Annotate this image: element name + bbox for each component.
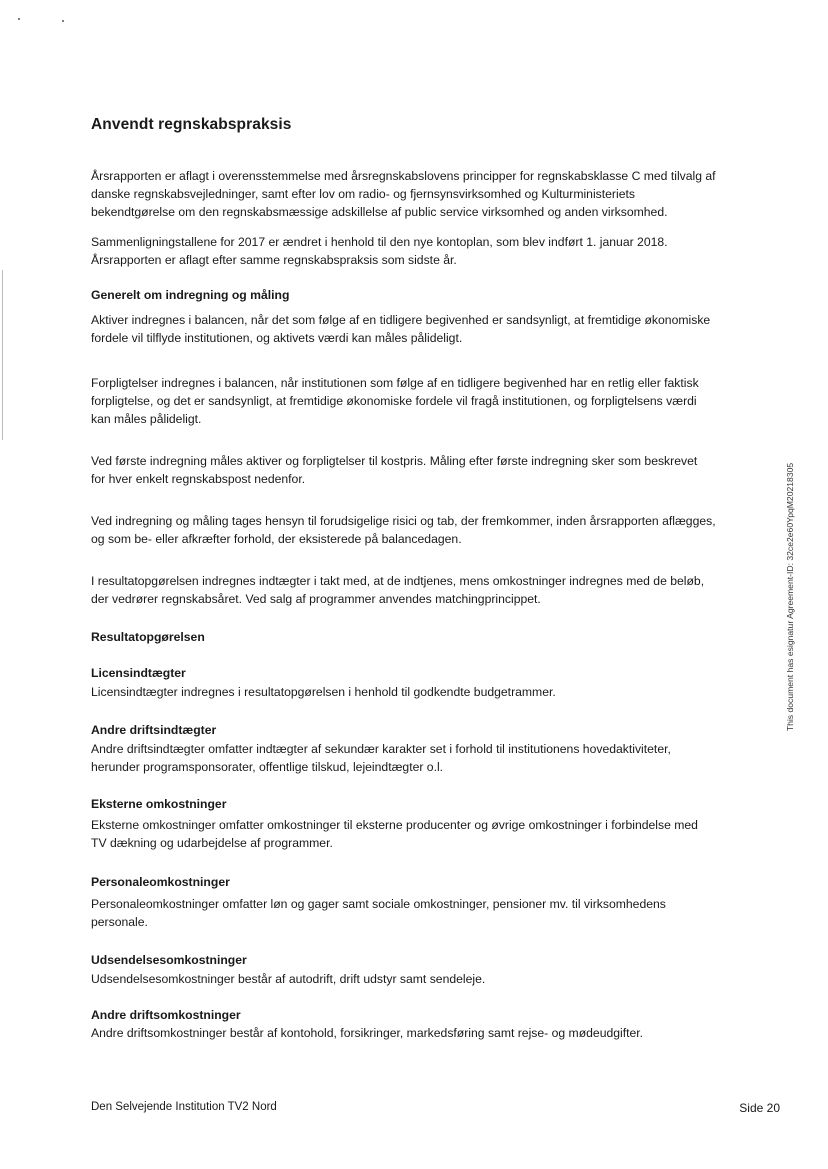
income-statement-paragraph: I resultatopgørelsen indregnes indtægter i takt med, at de indtjenes, mens omkostninger indregnes med de beløb, der vedrører regnskabsåret. Ved salg af programmer anvendes matchingprincippet.	[91, 574, 705, 606]
personale-paragraph: Personaleomkostninger omfatter løn og gager samt sociale omkostninger, pensioner mv. til virksomhedens personale.	[91, 897, 666, 929]
subheading-eksterne: Eksterne omkostninger	[91, 797, 227, 811]
scan-speck	[62, 20, 64, 22]
esignatur-stamp	[784, 442, 796, 752]
comparison-paragraph: Sammenligningstallene for 2017 er ændret i henhold til den nye kontoplan, som blev indført 1. januar 2018. Årsrapporten er aflagt efter samme regnskabspraksis som sidste år.	[91, 235, 668, 267]
andre-driftsindtaegter-paragraph: Andre driftsindtægter omfatter indtægter af sekundær karakter set i forhold til institutionens hovedaktiviteter, herunder programsponsorater, offentlige tilskud, lejeindtægter o.l.	[91, 742, 671, 774]
andre-driftsomkostninger-paragraph: Andre driftsomkostninger består af kontohold, forsikringer, markedsføring samt rejse- og mødeudgifter.	[91, 1026, 644, 1040]
footer-organization: Den Selvejende Institution TV2 Nord	[91, 1101, 277, 1113]
subheading-udsendelse: Udsendelsesomkostninger	[91, 953, 247, 967]
initial-recognition-paragraph: Ved første indregning måles aktiver og forpligtelser til kostpris. Måling efter første indregning sker som beskrevet for hver enkelt regnskabspost nedenfor.	[91, 454, 698, 486]
intro-paragraph: Årsrapporten er aflagt i overensstemmelse med årsregnskabslovens principper for regnskabsklasse C med tilvalg af danske regnskabsvejledninger, samt efter lov om radio- og fjernsynsvirksomhed og Kulturministeriets bekendtgørelse om den regnskabsmæssige adskillelse af public service virksomhed og anden virksomhed.	[91, 169, 716, 219]
subheading-andre-driftsindtaegter: Andre driftsindtægter	[91, 723, 217, 737]
page-number: Side 20	[739, 1101, 780, 1115]
esignatur-stamp-text: This document has esignatur Agreement-ID: 32ce2e60YpqM20218305	[785, 462, 795, 732]
subheading-andre-driftsomkostninger: Andre driftsomkostninger	[91, 1008, 241, 1022]
liabilities-paragraph: Forpligtelser indregnes i balancen, når institutionen som følge af en tidligere begivenhed har en retlig eller faktisk forpligtelse, og det er sandsynligt, at fremtidige økonomiske fordele vil fragå institutionen, og forpligtelsens værdi kan måles pålideligt.	[91, 376, 699, 426]
subheading-licens: Licensindtægter	[91, 666, 186, 680]
udsendelse-paragraph: Udsendelsesomkostninger består af autodrift, drift udstyr samt sendeleje.	[91, 972, 486, 986]
section-heading-result: Resultatopgørelsen	[91, 630, 205, 644]
page-title: Anvendt regnskabspraksis	[91, 116, 292, 133]
subheading-personale: Personaleomkostninger	[91, 875, 230, 889]
section-heading-general: Generelt om indregning og måling	[91, 288, 290, 302]
licens-paragraph: Licensindtægter indregnes i resultatopgørelsen i henhold til godkendte budgetrammer.	[91, 685, 556, 699]
assets-paragraph: Aktiver indregnes i balancen, når det som følge af en tidligere begivenhed er sandsynligt, at fremtidige økonomiske fordele vil tilflyde institutionen, og aktivets værdi kan måles pålideligt.	[91, 313, 711, 345]
eksterne-paragraph: Eksterne omkostninger omfatter omkostninger til eksterne producenter og øvrige omkostninger i forbindelse med TV dækning og udarbejdelse af programmer.	[91, 818, 698, 850]
risk-paragraph: Ved indregning og måling tages hensyn til forudsigelige risici og tab, der fremkommer, inden årsrapporten aflægges, og som be- eller afkræfter forhold, der eksisterede på balancedagen.	[91, 514, 716, 546]
scan-speck	[18, 18, 20, 20]
scan-edge-line	[2, 270, 3, 440]
